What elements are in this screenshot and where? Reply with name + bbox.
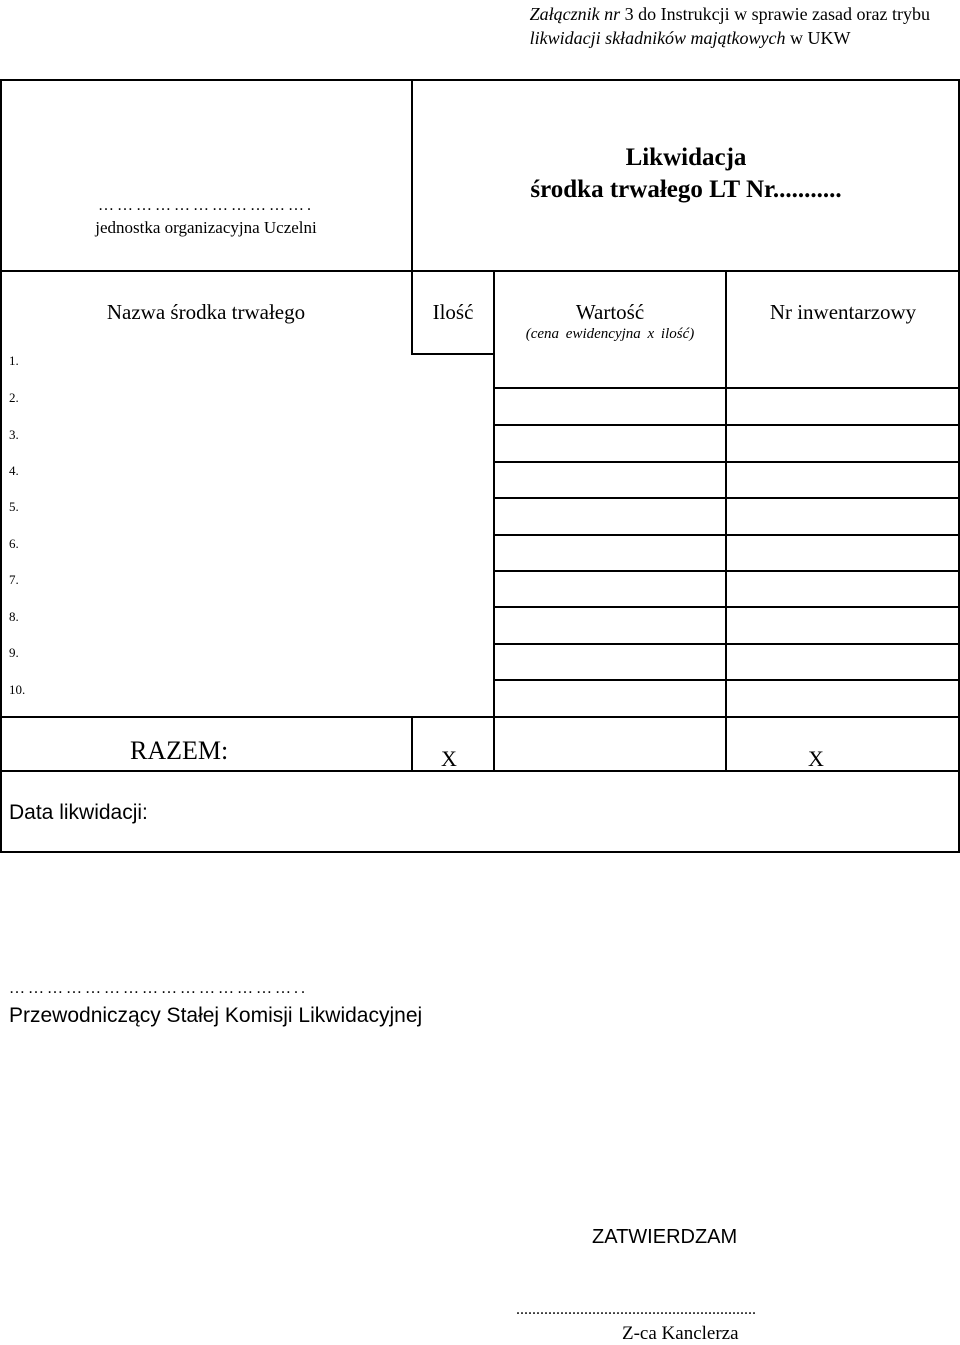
row-line [493, 497, 960, 499]
table-divider-qty-value [493, 270, 495, 772]
row-number: 5. [9, 499, 19, 514]
row-number: 7. [9, 572, 19, 587]
date-label: Data likwidacji: [9, 801, 148, 824]
title-line2: środka trwałego LT Nr........... [530, 176, 842, 203]
total-inv-mark: X [808, 746, 824, 771]
column-header-name: Nazwa środka trwałego [106, 300, 306, 324]
row-number: 1. [9, 353, 19, 368]
row-line [493, 679, 960, 681]
approval-dots: ............................................................ [516, 1301, 756, 1318]
attachment-line2-italic: likwidacji składników majątkowych [529, 28, 786, 48]
column-header-value-sub: (cena ewidencyjna x ilość) [525, 326, 695, 342]
attachment-line1-italic: Załącznik nr [529, 4, 621, 24]
document-title [412, 142, 960, 206]
column-header-inv: Nr inwentarzowy [769, 300, 917, 324]
signature-dots: ……………………………………….. [9, 980, 308, 997]
row-number: 9. [9, 645, 19, 660]
table-line-qty-header [412, 353, 494, 355]
attachment-note [530, 2, 930, 50]
row-line [493, 461, 960, 463]
table-border-total-top [0, 716, 960, 718]
row-number: 2. [9, 390, 19, 405]
column-header-value: Wartość [575, 300, 645, 324]
unit-label: jednostka organizacyjna Uczelni [95, 218, 317, 237]
table-border-header [0, 270, 960, 272]
signature-role: Przewodniczący Stałej Komisji Likwidacyjnej [9, 1004, 423, 1027]
table-border-left [0, 79, 2, 853]
approval-role: Z-ca Kanclerza [622, 1323, 739, 1344]
total-qty-mark: X [441, 746, 457, 771]
table-divider-value-inv [725, 270, 727, 772]
row-number: 8. [9, 609, 19, 624]
table-border-bottom [0, 851, 960, 853]
total-label: RAZEM: [130, 736, 229, 765]
column-header-qty: Ilość [432, 300, 474, 324]
row-number: 10. [9, 682, 26, 697]
table-border-top [0, 79, 960, 81]
row-line [493, 643, 960, 645]
attachment-line1-rest: 3 do Instrukcji w sprawie zasad oraz trybu [620, 4, 930, 24]
row-line [493, 424, 960, 426]
attachment-line2-rest: w UKW [785, 28, 851, 48]
row-line [493, 570, 960, 572]
unit-dots: ……………………………. [98, 197, 314, 214]
table-divider-total-1 [411, 716, 413, 772]
row-number: 3. [9, 427, 19, 442]
row-line [493, 387, 960, 389]
row-number: 6. [9, 536, 19, 551]
row-line [493, 534, 960, 536]
row-line [493, 606, 960, 608]
row-number: 4. [9, 463, 19, 478]
title-line1: Likwidacja [625, 144, 747, 171]
approval-label: ZATWIERDZAM [592, 1226, 738, 1248]
